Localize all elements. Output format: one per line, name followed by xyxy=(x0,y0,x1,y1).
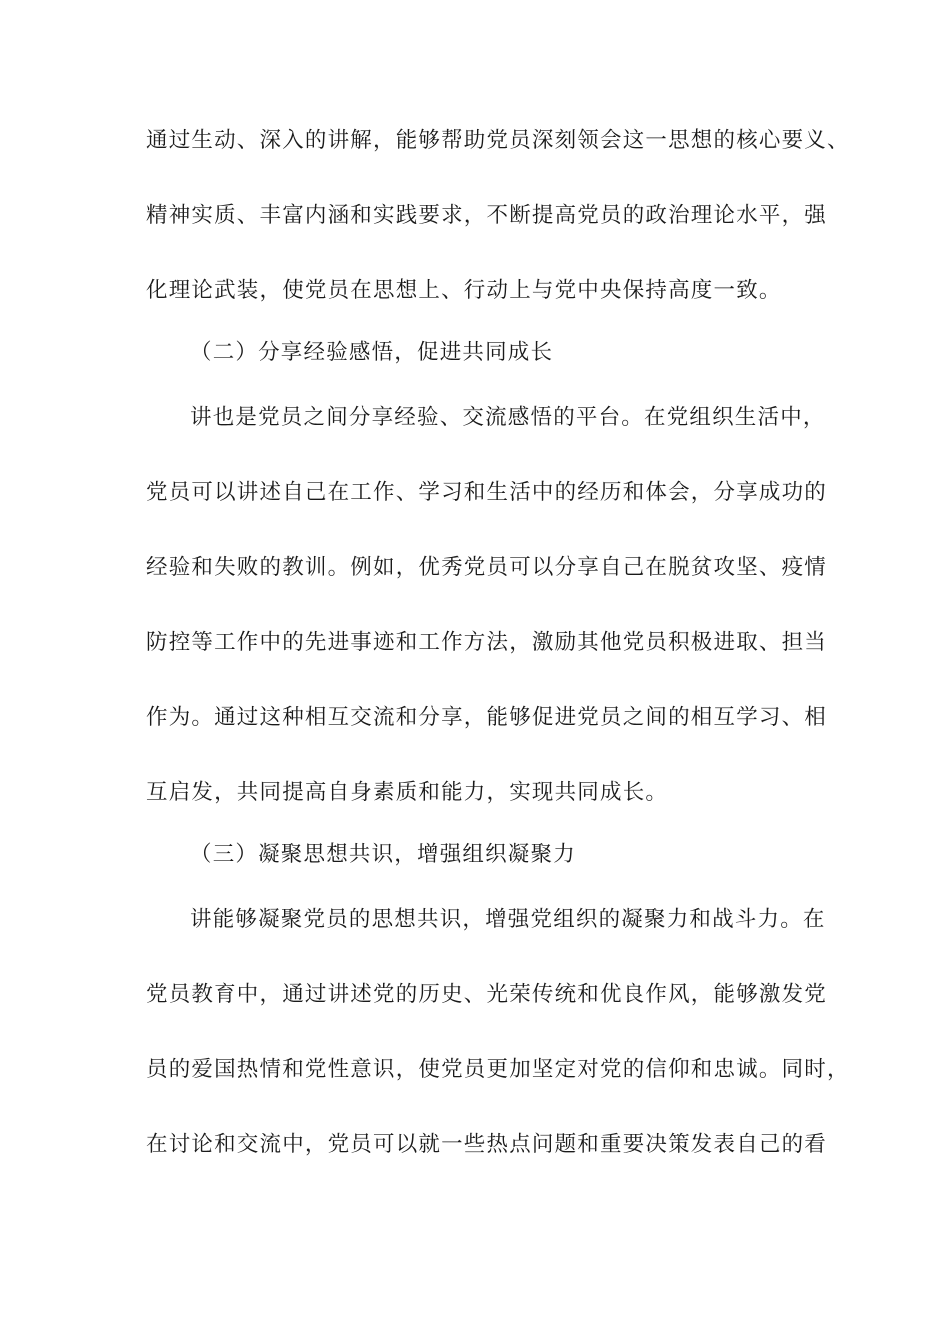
text-line: 党员可以讲述自己在工作、学习和生活中的经历和体会，分享成功的 xyxy=(146,480,828,505)
text-line: 化理论武装，使党员在思想上、行动上与党中央保持高度一致。 xyxy=(146,278,782,303)
text-line: 在讨论和交流中，党员可以就一些热点问题和重要决策发表自己的看 xyxy=(146,1132,828,1157)
text-line: 讲能够凝聚党员的思想共识，增强党组织的凝聚力和战斗力。在 xyxy=(190,907,826,932)
text-line: 精神实质、丰富内涵和实践要求，不断提高党员的政治理论水平，强 xyxy=(146,203,828,228)
text-line: 通过生动、深入的讲解，能够帮助党员深刻领会这一思想的核心要义、 xyxy=(146,128,850,153)
text-line: 作为。通过这种相互交流和分享，能够促进党员之间的相互学习、相 xyxy=(146,705,828,730)
text-line: 讲也是党员之间分享经验、交流感悟的平台。在党组织生活中， xyxy=(190,405,826,430)
text-line: 互启发，共同提高自身素质和能力，实现共同成长。 xyxy=(146,780,669,805)
text-line: 防控等工作中的先进事迹和工作方法，激励其他党员积极进取、担当 xyxy=(146,630,828,655)
text-line: 员的爱国热情和党性意识，使党员更加坚定对党的信仰和忠诚。同时， xyxy=(146,1057,850,1082)
text-line: 经验和失败的教训。例如，优秀党员可以分享自己在脱贫攻坚、疫情 xyxy=(146,555,828,580)
section-heading: （二）分享经验感悟，促进共同成长 xyxy=(190,340,554,365)
text-line: 党员教育中，通过讲述党的历史、光荣传统和优良作风，能够激发党 xyxy=(146,982,828,1007)
section-heading: （三）凝聚思想共识，增强组织凝聚力 xyxy=(190,842,576,867)
